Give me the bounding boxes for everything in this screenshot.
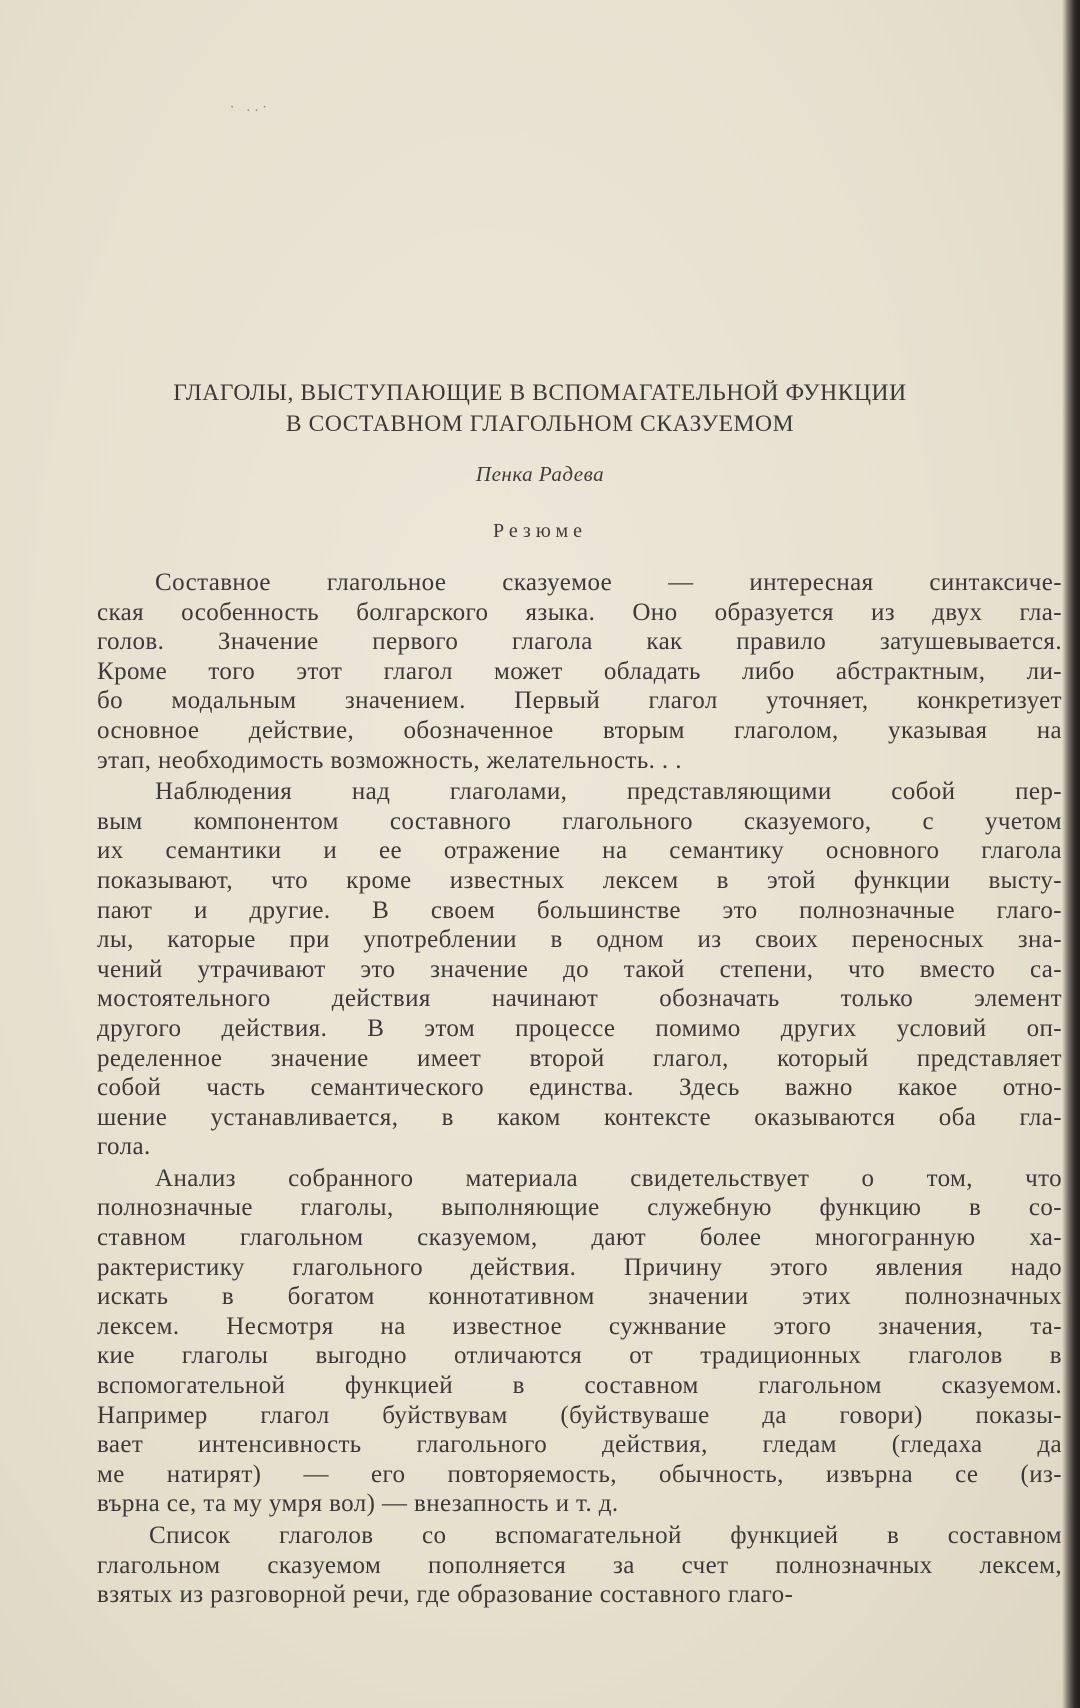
paragraph-line: показывают, что кроме известных лексем в этой функции высту-	[97, 866, 1062, 894]
title-line-2: В СОСТАВНОМ ГЛАГОЛЬНОМ СКАЗУЕМОМ	[285, 411, 795, 437]
paragraph-line: вает интенсивность глагольного действия, гледам (гледаха да	[97, 1431, 1062, 1459]
paragraph-line: Кроме того этот глагол может обладать либо абстрактным, ли-	[97, 657, 1062, 685]
paragraph	[97, 1521, 1062, 1610]
paragraph-line: основное действие, обозначенное вторым глаголом, указывая на	[97, 716, 1062, 744]
paragraph-line: рактеристику глагольного действия. Причину этого явления надо	[97, 1253, 1062, 1281]
author-name: Пенка Радева	[475, 462, 605, 486]
paragraph-line: собой часть семантического единства. Здесь важно какое отно-	[97, 1074, 1062, 1102]
paragraph	[97, 1164, 1062, 1519]
paragraph-line: голов. Значение первого глагола как правило затушевывается.	[97, 628, 1062, 656]
paragraph-line: Анализ собранного материала свидетельствует о том, что	[155, 1164, 1062, 1192]
paragraph-line: искать в богатом коннотативном значении этих полнозначных	[97, 1283, 1062, 1311]
paragraph-line: другого действия. В этом процессе помимо других условий оп-	[97, 1014, 1062, 1042]
paragraph-line: ме натирят) — его повторяемость, обычность, извърна се (из-	[97, 1460, 1062, 1488]
paragraph-line: глагольном сказуемом пополняется за счет полнозначных лексем,	[97, 1551, 1062, 1579]
paragraph-line: этап, необходимость возможность, желательность. . .	[97, 746, 682, 774]
scan-specks: · ..·	[230, 100, 271, 115]
paragraph-line: Составное глагольное сказуемое — интересная синтаксиче-	[155, 569, 1062, 596]
paragraph	[97, 777, 1062, 1162]
paragraph-line: взятых из разговорной речи, где образование составного глаго-	[97, 1581, 794, 1609]
paragraph-line: Например глагол буйствувам (буйствуваше да говори) показы-	[97, 1401, 1062, 1429]
paragraph-line: пают и другие. В своем большинстве это полнозначные глаго-	[97, 896, 1062, 924]
paragraph-line: их семантики и ее отражение на семантику основного глагола	[97, 837, 1062, 865]
paragraph-line: ставном глагольном сказуемом, дают более многогранную ха-	[97, 1224, 1062, 1252]
paragraph-line: полнозначные глаголы, выполняющие служебную функцию в со-	[97, 1194, 1062, 1222]
paragraph-line: вспомогательной функцией в составном глагольном сказуемом.	[97, 1372, 1062, 1400]
paragraph-line: ределенное значение имеет второй глагол, который представляет	[97, 1044, 1062, 1072]
paragraph-line: мостоятельного действия начинают обозначать только элемент	[97, 985, 1062, 1013]
paragraph-line: лексем. Несмотря на известное сужнвание этого значения, та-	[97, 1312, 1062, 1340]
paragraph-line: върна се, та му умря вол) — внезапность и т. д.	[97, 1490, 619, 1518]
paragraph-line: кие глаголы выгодно отличаются от традиционных глаголов в	[97, 1342, 1062, 1370]
paragraph-line: лы, каторые при употреблении в одном из своих переносных зна-	[97, 926, 1062, 954]
paragraph-line: шение устанавливается, в каком контексте оказываются оба гла-	[97, 1103, 1062, 1131]
document-body	[97, 568, 1062, 1610]
section-label: Резюме	[492, 520, 588, 542]
paragraph-line: чений утрачивают это значение до такой степени, что вместо са-	[97, 955, 1062, 983]
paragraph-line: вым компонентом составного глагольного сказуемого, с учетом	[97, 807, 1062, 835]
paragraph	[97, 568, 1062, 775]
page-binding-edge	[1062, 0, 1080, 1708]
paragraph-line: гола.	[97, 1133, 151, 1161]
paragraph-line: ская особенность болгарского языка. Оно образуется из двух гла-	[97, 598, 1062, 626]
paragraph-line: Наблюдения над глаголами, представляющими собой пер-	[155, 778, 1062, 806]
paragraph-line: Список глаголов со вспомагательной функцией в составном	[149, 1522, 1062, 1549]
title-line-1: ГЛАГОЛЫ, ВЫСТУПАЮЩИЕ В ВСПОМАГАТЕЛЬНОЙ ФУНКЦИИ	[173, 380, 907, 406]
paragraph-line: бо модальным значением. Первый глагол уточняет, конкретизует	[97, 687, 1062, 715]
